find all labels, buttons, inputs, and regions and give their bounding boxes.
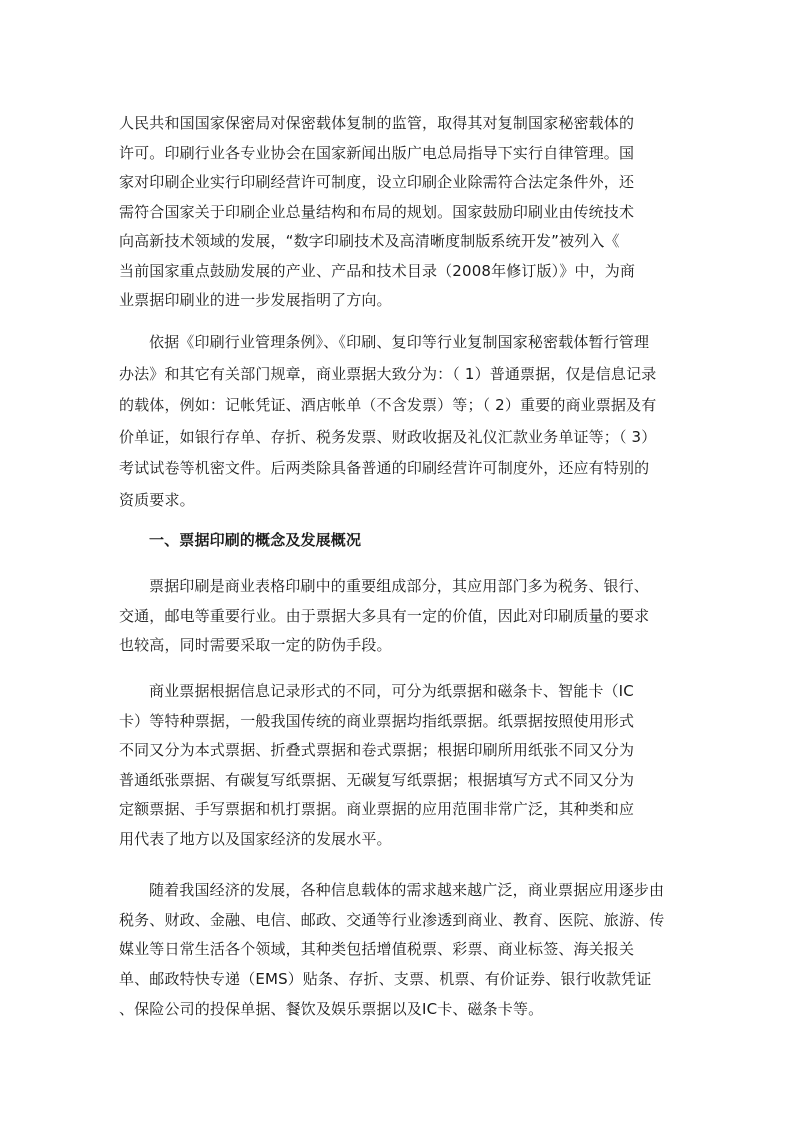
text-line: 需符合国家关于印刷企业总量结构和布局的规划。国家鼓励印刷业由传统技术 bbox=[119, 202, 635, 221]
text-line: 媒业等日常生活各个领域，其种类包括增值税票、彩票、商业标签、海关报关 bbox=[119, 940, 635, 958]
paragraph-2 bbox=[119, 327, 685, 517]
text-line: 考试试卷等机密文件。后两类除具备普通的印刷经营许可制度外，还应有特别的 bbox=[119, 459, 650, 478]
text-line: 票据印刷是商业表格印刷中的重要组成部分，其应用部门多为税务、银行、 bbox=[149, 577, 649, 595]
text-line: 价单证，如银行存单、存折、税务发票、财政收据及礼仪汇款业务单证等；（ 3） bbox=[119, 427, 657, 446]
paragraph-4 bbox=[119, 677, 685, 855]
paragraph-3 bbox=[119, 572, 685, 661]
text-line: 业票据印刷业的进一步发展指明了方向。 bbox=[119, 291, 392, 309]
text-line: 不同又分为本式票据、折叠式票据和卷式票据；根据印刷所用纸张不同又分为 bbox=[119, 741, 635, 760]
text-line: 用代表了地方以及国家经济的发展水平。 bbox=[119, 829, 392, 848]
text-line: 、保险公司的投保单据、餐饮及娱乐票据以及IC卡、磁条卡等。 bbox=[119, 999, 544, 1018]
text-line: 随着我国经济的发展，各种信息载体的需求越来越广泛，商业票据应用逐步由 bbox=[149, 881, 665, 899]
text-line: 向高新技术领域的发展，“数字印刷技术及高清晰度制版系统开发”被列入《 bbox=[119, 232, 620, 250]
text-line: 当前国家重点鼓励发展的产业、产品和技术目录（2008年修订版）》中，为商 bbox=[119, 261, 636, 280]
paragraph-6 bbox=[119, 965, 685, 1024]
text-line: 卡）等特种票据，一般我国传统的商业票据均指纸票据。纸票据按照使用形式 bbox=[119, 711, 635, 730]
text-line: 人民共和国国家保密局对保密载体复制的监管，取得其对复制国家秘密载体的 bbox=[119, 114, 635, 132]
paragraph-5 bbox=[119, 876, 685, 965]
text-line: 单、邮政特快专递（EMS）贴条、存折、支票、机票、有价证券、银行收款凭证 bbox=[119, 970, 652, 988]
text-line: 依据《印刷行业管理条例》、《印刷、复印等行业复制国家秘密载体暂行管理 bbox=[149, 333, 650, 351]
text-line: 商业票据根据信息记录形式的不同，可分为纸票据和磁条卡、智能卡（IC bbox=[149, 682, 634, 700]
paragraph-1 bbox=[119, 109, 685, 316]
text-line: 办法》和其它有关部门规章，商业票据大致分为：（ 1）普通票据，仅是信息记录 bbox=[119, 364, 657, 383]
text-line: 也较高，同时需要采取一定的防伪手段。 bbox=[119, 636, 392, 654]
text-line: 资质要求。 bbox=[119, 490, 195, 509]
text-line: 许可。印刷行业各专业协会在国家新闻出版广电总局指导下实行自律管理。国 bbox=[119, 143, 635, 162]
text-line: 定额票据、手写票据和机打票据。商业票据的应用范围非常广泛，其种类和应 bbox=[119, 800, 635, 819]
text-line: 普通纸张票据、有碳复写纸票据、无碳复写纸票据；根据填写方式不同又分为 bbox=[119, 770, 635, 789]
section-heading bbox=[119, 526, 685, 555]
text-line: 交通，邮电等重要行业。由于票据大多具有一定的价值，因此对印刷质量的要求 bbox=[119, 606, 650, 625]
text-line: 税务、财政、金融、电信、邮政、交通等行业渗透到商业、教育、医院、旅游、传 bbox=[119, 910, 665, 929]
heading-text: 一、票据印刷的概念及发展概况 bbox=[149, 531, 362, 549]
text-line: 家对印刷企业实行印刷经营许可制度，设立印刷企业除需符合法定条件外，还 bbox=[119, 173, 635, 191]
text-line: 的载体，例如：记帐凭证、酒店帐单（不含发票）等；（ 2）重要的商业票据及有 bbox=[119, 396, 657, 415]
